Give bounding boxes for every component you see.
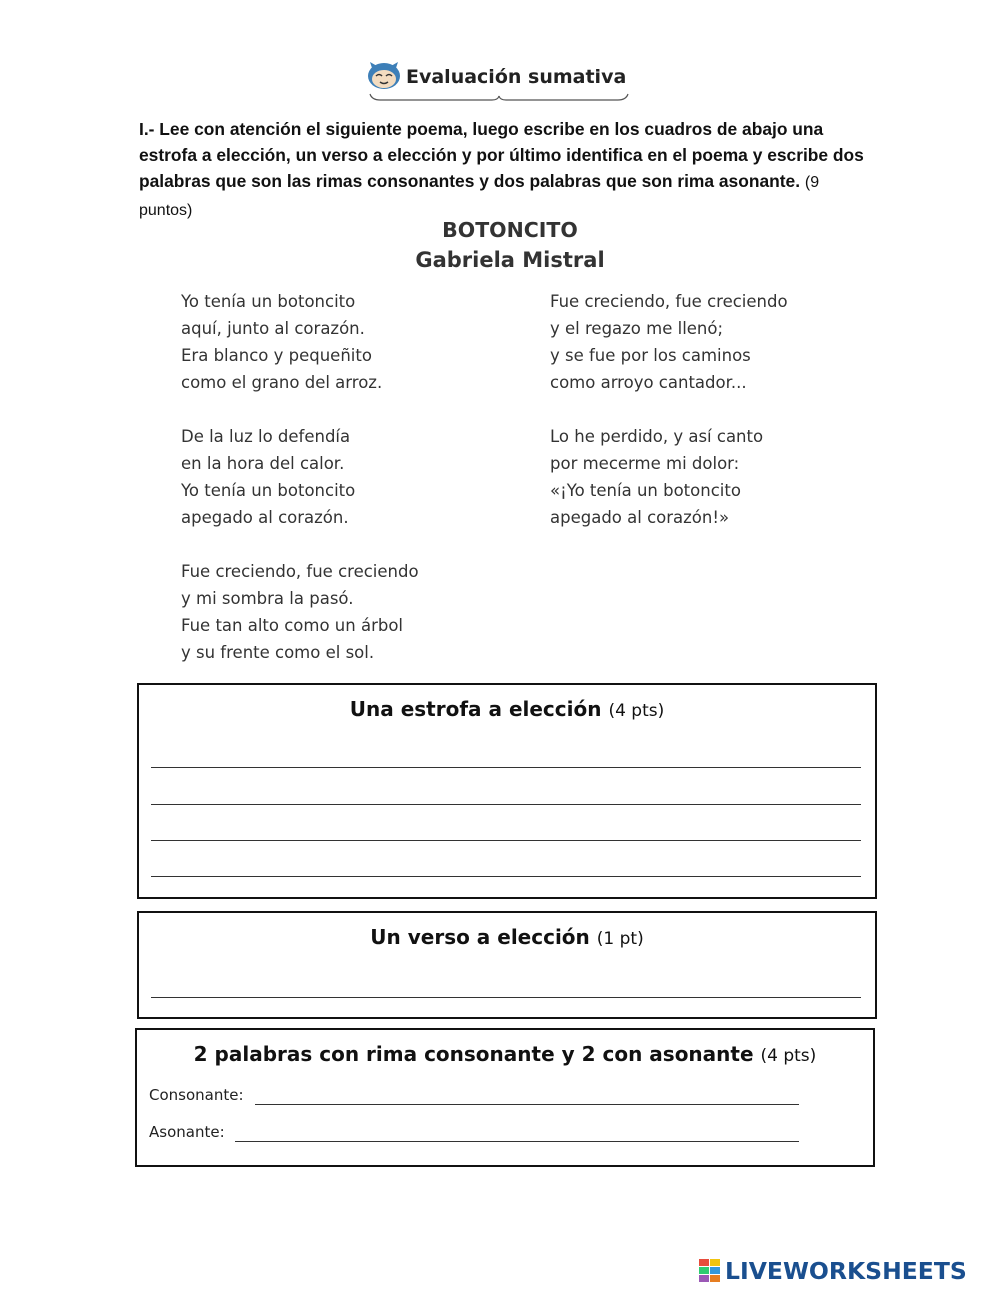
rhymes-box-title — [137, 1042, 873, 1066]
poem-title: BOTONCITO — [442, 218, 578, 242]
stanza-answer-line-1[interactable] — [151, 767, 861, 768]
stanza-answer-box — [137, 683, 877, 899]
poem-verse: Fue creciendo, fue creciendo — [550, 292, 788, 311]
stanza-box-points: (4 pts) — [608, 701, 665, 721]
poem-verse: y se fue por los caminos — [550, 346, 751, 365]
poem-verse: Lo he perdido, y así canto — [550, 427, 764, 446]
verse-box-title — [139, 925, 875, 949]
poem-author: Gabriela Mistral — [415, 248, 605, 272]
rhymes-box-points: (4 pts) — [760, 1046, 817, 1066]
poem-verse: Yo tenía un botoncito — [181, 481, 356, 500]
stanza-answer-line-3[interactable] — [151, 840, 861, 841]
poem-verse: aquí, junto al corazón. — [181, 319, 365, 338]
verse-box-points: (1 pt) — [596, 929, 644, 949]
poem-verse: en la hora del calor. — [181, 454, 345, 473]
poem-stanza-3 — [181, 558, 419, 666]
stanza-box-title — [139, 697, 875, 721]
poem-verse: apegado al corazón. — [181, 508, 349, 527]
poem-verse: y mi sombra la pasó. — [181, 589, 354, 608]
poem-verse: como el grano del arroz. — [181, 373, 383, 392]
poem-stanza-4 — [550, 288, 788, 396]
poem-verse: «¡Yo tenía un botoncito — [550, 481, 741, 500]
instruction-paragraph — [139, 116, 869, 224]
liveworksheets-brand: LIVEWORKSHEETS — [725, 1257, 967, 1285]
poem-verse: apegado al corazón!» — [550, 508, 730, 527]
poem-verse: De la luz lo defendía — [181, 427, 351, 446]
verse-answer-line[interactable] — [151, 997, 861, 998]
assonant-label: Asonante: — [149, 1123, 225, 1141]
poem-verse: Fue creciendo, fue creciendo — [181, 562, 419, 581]
assonant-answer-line[interactable] — [235, 1141, 799, 1142]
verse-answer-box — [137, 911, 877, 1019]
instruction-text: I.- Lee con atención el siguiente poema, luego escribe en los cuadros de abajo una estrofa a elección, un verso a elección y por último identifica en el poema y escribe dos palabras que son las rimas consonantes y dos palabras que son rima asonante. — [139, 119, 864, 191]
stanza-box-title-text: Una estrofa a elección — [349, 697, 602, 721]
poem-stanza-5 — [550, 423, 763, 531]
poem-stanza-2 — [181, 423, 355, 531]
header-underline — [366, 90, 632, 102]
rhymes-box-title-text: 2 palabras con rima consonante y 2 con asonante — [193, 1042, 754, 1066]
poem-verse: Yo tenía un botoncito — [181, 292, 356, 311]
stanza-answer-line-2[interactable] — [151, 804, 861, 805]
poem-stanza-1 — [181, 288, 382, 396]
poem-verse: como arroyo cantador... — [550, 373, 747, 392]
poem-verse: por mecerme mi dolor: — [550, 454, 740, 473]
liveworksheets-logo — [699, 1256, 994, 1286]
instruction-points: (9 puntos) — [139, 174, 820, 219]
poem-verse: y el regazo me llenó; — [550, 319, 724, 338]
poem-verse: Fue tan alto como un árbol — [181, 616, 404, 635]
consonant-answer-line[interactable] — [255, 1104, 799, 1105]
rhymes-answer-box — [135, 1028, 875, 1167]
stanza-answer-line-4[interactable] — [151, 876, 861, 877]
poem-verse: y su frente como el sol. — [181, 643, 375, 662]
smiley-icon — [366, 60, 402, 90]
poem-verse: Era blanco y pequeñito — [181, 346, 372, 365]
header-badge — [366, 58, 632, 102]
header-title: Evaluación sumativa — [406, 66, 627, 88]
verse-box-title-text: Un verso a elección — [370, 925, 590, 949]
consonant-label: Consonante: — [149, 1086, 244, 1104]
lws-cubes-icon — [699, 1259, 721, 1283]
